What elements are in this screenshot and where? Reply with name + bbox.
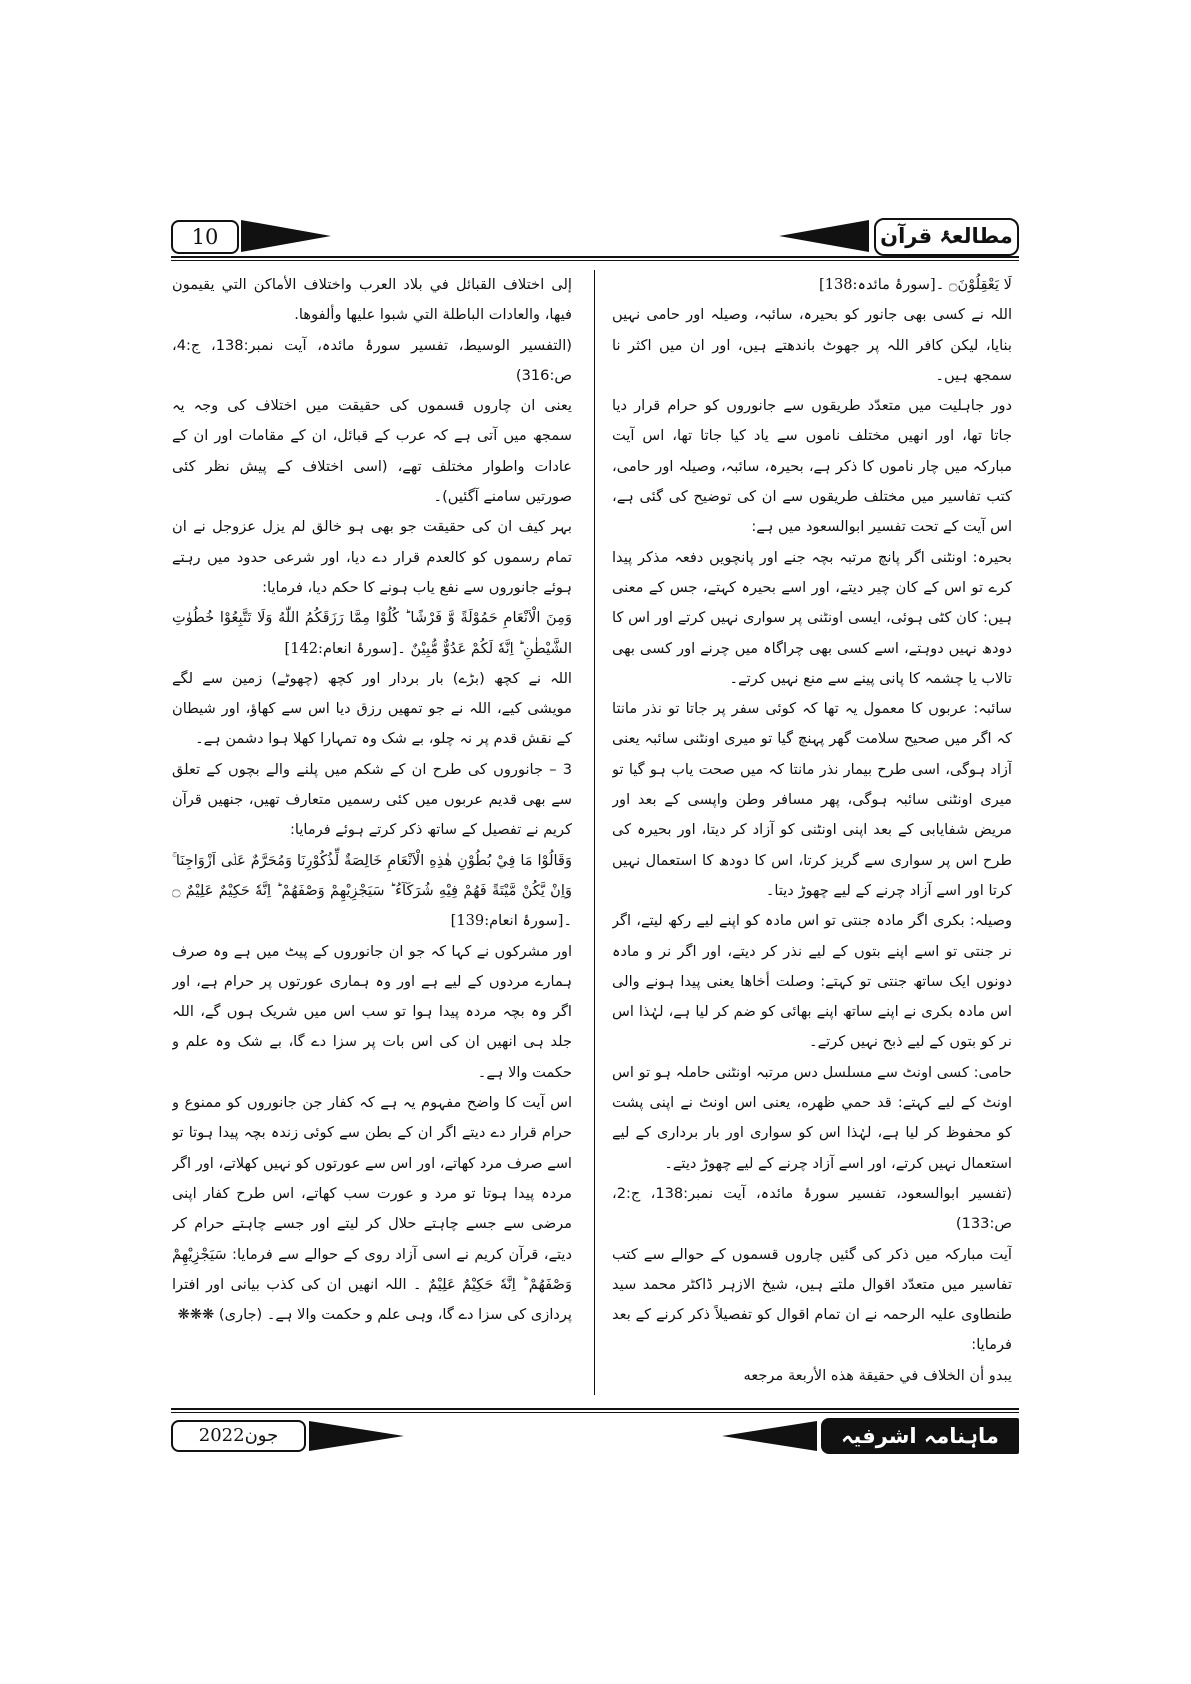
paragraph: بہر کیف ان کی حقیقت جو بھی ہو خالق لم یزل عزوجل نے ان تمام رسموں کو کالعدم قرار دے دیا، اور شرعی حدود میں رہتے ہوئے جانوروں سے نفع یاب ہونے کا حکم دیا، فرمایا: [172,518,572,596]
header-rule [171,256,1019,258]
paragraph-wasila: وصیلہ: بکری اگر مادہ جنتی تو اس مادہ کو اپنے لیے رکھ لیتے، اگر نر جنتی تو اسے اپنے بتوں کے لیے نذر کر دیتے، اور اگر نر و مادہ دونوں ایک ساتھ جنتی تو کہتے: وصلت أخاها یعنی پیدا ہونے والی اس مادہ بکری نے اپنے ساتھ اپنے بھائی کو ضم کر لیا ہے، لہٰذا اس نر کو بتوں کے لیے ذبح نہیں کرتے۔ [612,912,1012,1051]
paragraph: آیت مبارکہ میں ذکر کی گئیں چاروں قسموں کے حوالے سے کتب تفاسیر میں متعدّد اقوال ملتے ہیں، شیخ الازہر ڈاکٹر محمد سید طنطاوی علیہ الرحمہ نے ان تمام اقوال کو تفصیلاً ذکر کرنے کے بعد فرمایا: [612,1245,1012,1354]
paragraph: 3 – جانوروں کی طرح ان کے شکم میں پلنے والے بچوں کے تعلق سے بھی قدیم عربوں میں کئی رسمیں متعارف تھیں، جنھیں قرآن کریم نے تفصیل کے ساتھ ذکر کرتے ہوئے فرمایا: [172,760,572,839]
section-title: مطالعۂ قرآن [874,218,1019,256]
header-rule-thin [171,260,1019,261]
paragraph-bahira: بحیرہ: اونٹنی اگر پانچ مرتبہ بچہ جنے اور پانچویں دفعہ مذکر پیدا کرے تو اس کے کان چیر دیتے، اور اسے بحیرہ کہتے، جس کے معنی ہیں: کان کٹی ہوئی، ایسی اونٹنی پر سواری نہیں کرتے اور اس کا دودھ نہیں دوہتے، اسے کسی بھی چراگاہ میں چرنے اور کسی بھی تالاب یا چشمہ کا پانی پینے سے منع نہیں کرتے۔ [612,548,1012,687]
left-column [172,270,572,1400]
citation: (التفسیر الوسیط، تفسیر سورۂ مائدہ، آیت نمبر:138، ج:4، ص:316) [172,336,572,384]
column-divider [594,270,595,1395]
page-footer [171,1408,1019,1456]
verse-ending: لَا يَعْقِلُوْنَ۝ ۔[سورۂ مائدہ:138] [818,276,1012,293]
header-ornament-left [241,220,331,252]
magazine-name: ماہنامہ اشرفیہ [821,1418,1019,1454]
translation: اللہ نے کچھ (بڑے) بار بردار اور کچھ (چھوٹے) زمین سے لگے مویشی کیے، اللہ نے جو تمھیں رزق دیا اس سے کھاؤ، اور شیطان کے نقش قدم پر نہ چلو، بے شک وہ تمہارا کھلا ہوا دشمن ہے۔ [172,669,572,748]
footer-rule-thin [171,1412,1019,1413]
header-ornament-right [779,220,869,252]
citation: (تفسیر ابوالسعود، تفسیر سورۂ مائدہ، آیت نمبر:138، ج:2، ص:133) [612,1184,1012,1233]
quran-verse: وَمِنَ الْاَنْعَامِ حَمُوْلَةً وَّ فَرْشًا ؕ كُلُوْا مِمَّا رَزَقَكُمُ اللّٰهُ وَلَا تَتَّبِعُوْا خُطُوٰتِ الشَّيْطٰنِ ؕ اِنَّهٗ لَكُمْ عَدُوٌّ مُّبِيْنٌ ۔[سورۂ انعام:142] [172,609,572,657]
right-column [612,270,1012,1400]
paragraph: اللہ نے کسی بھی جانور کو بحیرہ، سائبہ، وصیلہ اور حامی نہیں بنایا، لیکن کافر اللہ پر جھوٹ باندھتے ہیں، اور ان میں اکثر نا سمجھ ہیں۔ [612,306,1012,384]
issue-date: جون2022 [171,1420,306,1452]
paragraph-saiba: سائبہ: عربوں کا معمول یہ تھا کہ کوئی سفر پر جاتا تو نذر مانتا کہ اگر میں صحیح سلامت گھر پہنچ گیا تو میری اونٹنی سائبہ یعنی آزاد ہوگی، اسی طرح بیمار نذر مانتا کہ میں صحت یاب ہو گیا تو میری اونٹنی سائبہ ہوگی، پھر مسافر وطن واپسی کے بعد اور مریض شفایابی کے بعد اپنی اونٹنی کو آزاد کر دیتا، اور بحیرہ کی طرح اس پر سواری سے گریز کرتا، اس کا دودھ کا استعمال نہیں کرتا اور اسے آزاد چرنے کے لیے چھوڑ دیتا۔ [612,700,1012,899]
arabic-quote: يبدو أن الخلاف في حقيقة هذه الأربعة مرجعه [743,1366,1012,1384]
translation: اور مشرکوں نے کہا کہ جو ان جانوروں کے پیٹ میں ہے وہ صرف ہمارے مردوں کے لیے ہے اور وہ ہماری عورتوں پر حرام ہے، اور اگر وہ بچہ مردہ پیدا ہوا تو سب اس میں شریک ہوں گے، اللہ جلد ہی انھیں ان کی اس بات پر سزا دے گا، بے شک وہ علم و حکمت والا ہے۔ [172,942,572,1081]
paragraph: اس آیت کا واضح مفہوم یہ ہے کہ کفار جن جانوروں کو ممنوع و حرام قرار دے دیتے اگر ان کے بطن سے کوئی زندہ بچہ پیدا ہوتا تو اسے صرف مرد کھاتے، اور اس سے عورتوں کو نہیں کھلاتے، اور اگر مردہ پیدا ہوتا تو مرد و عورت سب کھاتے، اس طرح کفار اپنی مرضی سے جسے چاہتے حلال کر لیتے اور جسے چاہتے حرام کر دیتے، قرآن کریم نے اسی آزاد روی کے حوالے سے فرمایا: سَيَجْزِيْهِمْ وَصْفَهُمْ ؕ اِنَّهٗ حَكِيْمٌ عَلِيْمٌ ۔ اللہ انھیں ان کی کذب بیانی اور افترا پردازی کی سزا دے گا، وہی علم و حکمت والا ہے۔ (جاری) ❋❋❋ [172,1094,572,1324]
paragraph: یعنی ان چاروں قسموں کی حقیقت میں اختلاف کی وجہ یہ سمجھ میں آتی ہے کہ عرب کے قبائل، ان کے مقامات اور ان کے عادات واطوار مختلف تھے، (اسی اختلاف کے پیش نظر کئی صورتیں سامنے آگئیں)۔ [172,397,572,506]
footer-rule [171,1408,1019,1410]
footer-ornament-right [722,1421,817,1451]
quran-verse: وَقَالُوْا مَا فِيْ بُطُوْنِ هٰذِهِ الْاَنْعَامِ خَالِصَةٌ لِّذُكُوْرِنَا وَمُحَرَّمٌ عَلٰۤى اَزْوَاجِنَا ۚ وَاِنْ يَّكُنْ مَّيْتَةً فَهُمْ فِيْهِ شُرَكَآءُ ؕ سَيَجْزِيْهِمْ وَصْفَهُمْ ؕ اِنَّهٗ حَكِيْمٌ عَلِيْمٌ ۝ ۔[سورۂ انعام:139] [172,851,572,930]
page-number: 10 [171,220,239,254]
arabic-quote: إلى اختلاف القبائل في بلاد العرب واختلاف الأماكن التي يقيمون فيها، والعادات الباطلة التي شبوا عليها وألفوها. [172,276,572,324]
footer-ornament-left [309,1421,404,1451]
page-header [171,216,1019,262]
paragraph-hami: حامی: کسی اونٹ سے مسلسل دس مرتبہ اونٹنی حاملہ ہو تو اس اونٹ کے لیے کہتے: قد حمي ظهره، یعنی اس اونٹ نے اپنی پشت کو محفوظ کر لیا ہے، لہٰذا اس کو سواری اور بار برداری کے لیے استعمال نہیں کرتے، اور اسے آزاد چرنے کے لیے چھوڑ دیتے۔ [612,1063,1012,1172]
paragraph: دور جاہلیت میں متعدّد طریقوں سے جانوروں کو حرام قرار دیا جاتا تھا، اور انھیں مختلف ناموں سے یاد کیا جاتا تھا، اس آیت مبارکہ میں چار ناموں کا ذکر ہے، بحیرہ، سائبہ، وصیلہ اور حامی، کتب تفاسیر میں مختلف طریقوں سے ان کی توضیح کی گئی ہے، اس آیت کے تحت تفسیر ابوالسعود میں ہے: [612,397,1012,536]
